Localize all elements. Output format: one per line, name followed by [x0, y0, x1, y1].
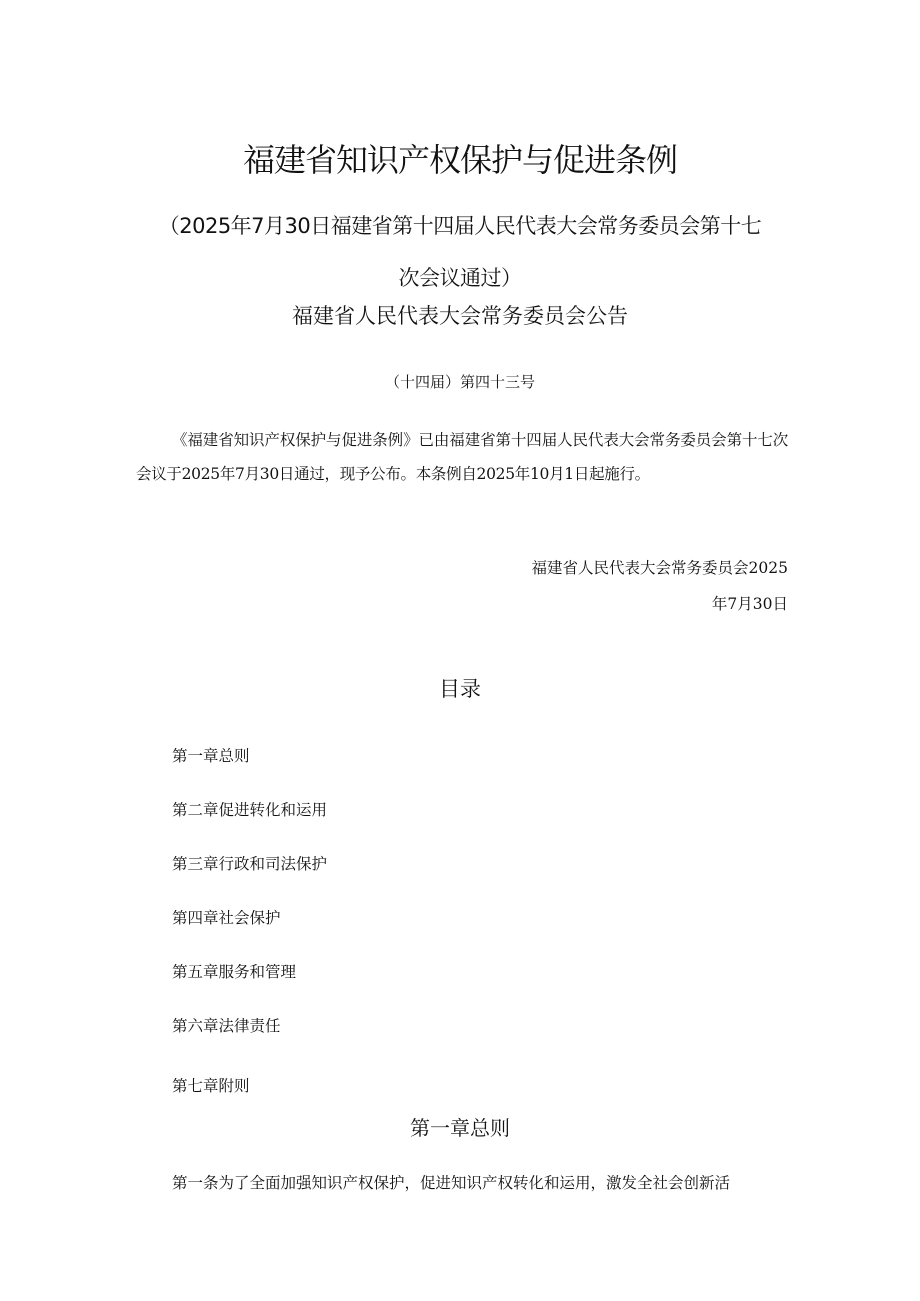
document-subtitle: （2025年7月30日福建省第十四届人民代表大会常务委员会第十七次会议通过） — [158, 214, 762, 290]
signature-line: 福建省人民代表大会常务委员会2025 — [531, 559, 788, 577]
announcement-body: 《福建省知识产权保护与促进条例》已由福建省第十四届人民代表大会常务委员会第十七次会议于2025年7月30日通过，现予公布。本条例自2025年10月1日起施行。 — [136, 431, 788, 483]
toc-item-chapter-7[interactable]: 第七章附则 — [172, 1077, 250, 1095]
toc-item-chapter-4[interactable]: 第四章社会保护 — [172, 909, 281, 927]
toc-title: 目录 — [439, 677, 481, 701]
chapter-heading: 第一章总则 — [410, 1116, 510, 1140]
toc-item-chapter-2[interactable]: 第二章促进转化和运用 — [172, 801, 328, 819]
toc-item-chapter-1[interactable]: 第一章总则 — [172, 747, 250, 765]
document-title: 福建省知识产权保护与促进条例 — [242, 141, 677, 179]
announcement-number: （十四届）第四十三号 — [384, 373, 535, 391]
announcement-title: 福建省人民代表大会常务委员会公告 — [292, 304, 628, 328]
toc-item-chapter-5[interactable]: 第五章服务和管理 — [172, 963, 297, 981]
signature-date: 年7月30日 — [711, 595, 788, 613]
toc-item-chapter-3[interactable]: 第三章行政和司法保护 — [172, 855, 328, 873]
signature-block — [500, 550, 788, 622]
toc-item-chapter-6[interactable]: 第六章法律责任 — [172, 1017, 281, 1035]
article-1-text: 第一条为了全面加强知识产权保护，促进知识产权转化和运用，激发全社会创新活 — [172, 1174, 731, 1192]
